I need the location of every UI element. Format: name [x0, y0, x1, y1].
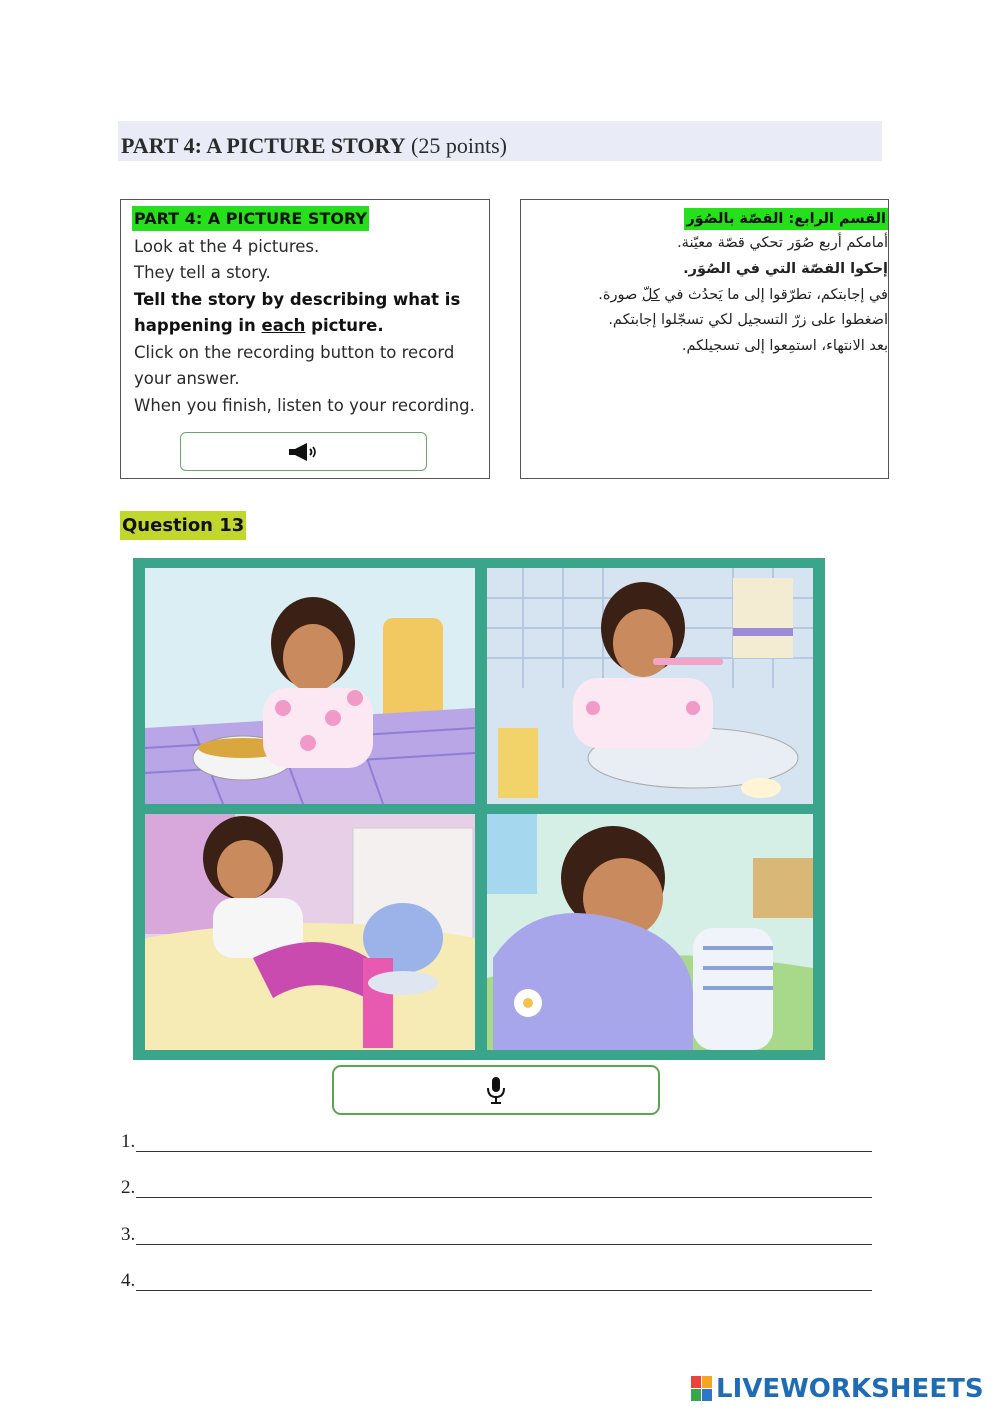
picture-story-image	[133, 558, 825, 1060]
answer-number: 2.	[121, 1177, 136, 1198]
arabic-line-1: أمامكم أربع صُوَر تحكي قصّة معيّنة.	[677, 235, 888, 251]
answer-field-2[interactable]	[121, 1174, 872, 1198]
arabic-line-3-post: صورة.	[598, 287, 642, 303]
answer-line[interactable]	[136, 1133, 872, 1152]
instruction-line-3: Tell the story by describing what is	[134, 290, 461, 309]
panel-breakfast	[145, 568, 475, 804]
page-title-main: PART 4: A PICTURE STORY	[121, 133, 406, 158]
panel-tying-shoes	[145, 814, 475, 1050]
microphone-icon	[485, 1075, 507, 1105]
panel-brushing-teeth	[487, 568, 813, 804]
answer-line[interactable]	[136, 1226, 872, 1245]
arabic-line-3-pre: في إجابتكم، تطرّقوا إلى ما يَحدُث في	[659, 287, 888, 303]
instruction-line-4-pre: happening in	[134, 316, 262, 335]
answer-field-4[interactable]	[121, 1267, 872, 1291]
speaker-icon	[287, 442, 321, 462]
arabic-line-5: بعد الانتهاء، استمِعوا إلى تسجيلكم.	[681, 338, 888, 354]
answer-number: 3.	[121, 1224, 136, 1245]
answer-field-3[interactable]	[121, 1221, 872, 1245]
english-instructions-title: PART 4: A PICTURE STORY	[132, 206, 369, 231]
page-title-points: (25 points)	[411, 133, 507, 158]
answer-number: 4.	[121, 1270, 136, 1291]
answer-line[interactable]	[136, 1179, 872, 1198]
instruction-line-6: your answer.	[134, 369, 240, 388]
logo-text: LIVEWORKSHEETS	[716, 1374, 984, 1404]
panel-backpack	[487, 814, 813, 1050]
answer-line[interactable]	[136, 1272, 872, 1291]
listen-instructions-button[interactable]	[180, 432, 427, 471]
arabic-line-4: اضغطوا على زرّ التسجيل لكي تسجّلوا إجابتكم.	[608, 312, 888, 328]
arabic-line-3	[598, 285, 888, 305]
arabic-line-3-emphasis: كلّ	[641, 287, 660, 303]
answer-number: 1.	[121, 1131, 136, 1152]
record-answer-button[interactable]	[332, 1065, 660, 1115]
instruction-line-4-emphasis: each	[261, 316, 306, 335]
logo-mark-icon	[691, 1376, 713, 1402]
liveworksheets-logo	[691, 1374, 984, 1404]
question-label: Question 13	[120, 511, 246, 540]
instruction-line-4	[134, 316, 384, 336]
instruction-line-2: They tell a story.	[134, 263, 271, 282]
answer-field-1[interactable]	[121, 1128, 872, 1152]
page-title	[121, 133, 507, 159]
instruction-line-1: Look at the 4 pictures.	[134, 237, 320, 256]
instruction-line-4-post: picture.	[305, 316, 384, 335]
instruction-line-5: Click on the recording button to record	[134, 343, 455, 362]
arabic-line-2: إحكوا القصّة التي في الصُوَر.	[683, 261, 888, 277]
arabic-instructions-title: القسم الرابع: القصّة بالصُوَر	[684, 208, 888, 230]
instruction-line-7: When you finish, listen to your recording.	[134, 396, 475, 415]
